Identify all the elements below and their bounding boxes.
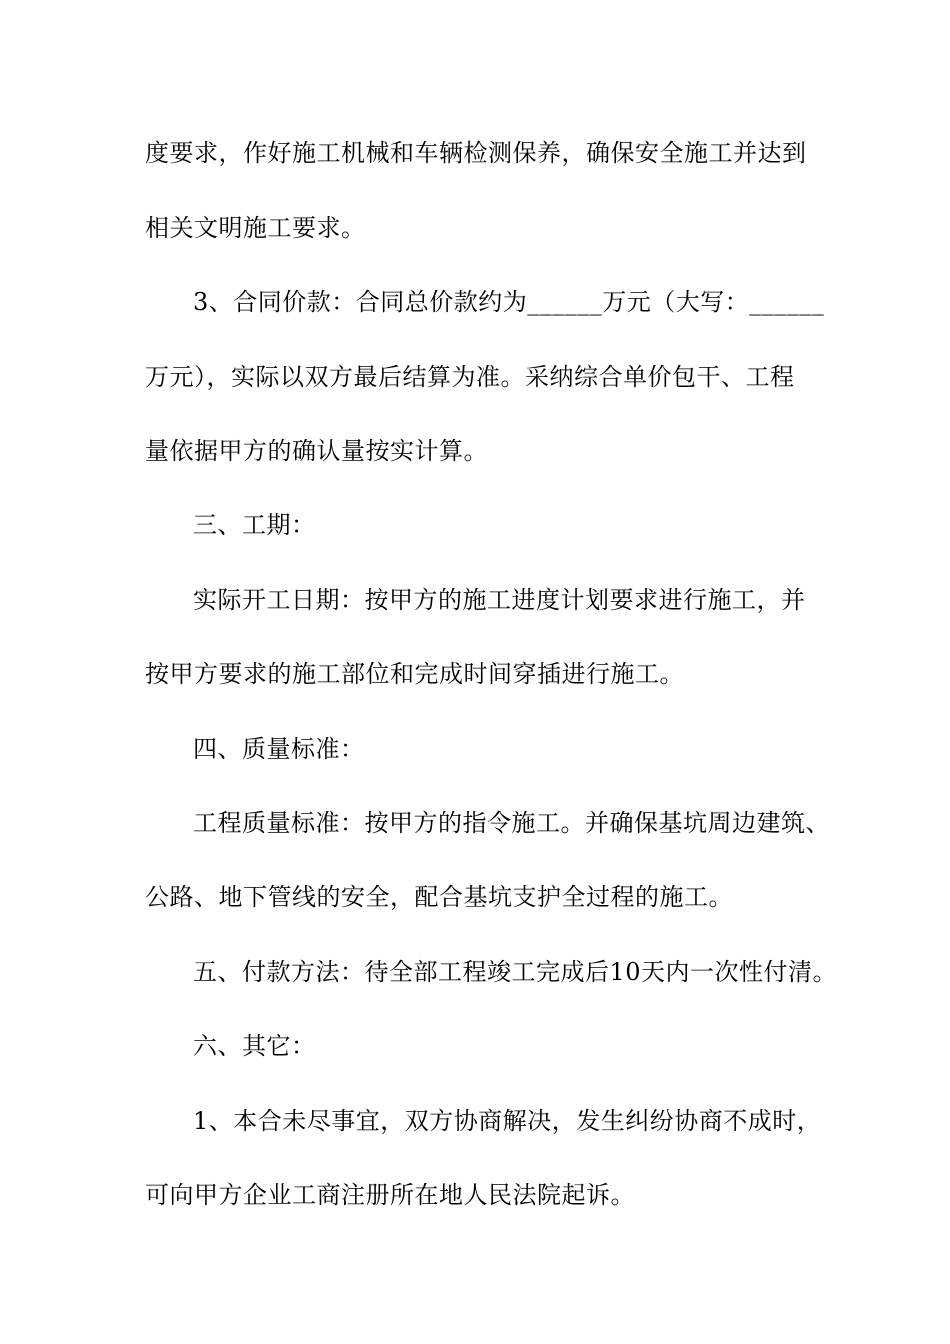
text-line: 量依据甲方的确认量按实计算。 — [145, 437, 488, 465]
text-line: 3、合同价款：合同总价款约为______万元（大写：______ — [193, 288, 825, 316]
section-heading: 六、其它： — [193, 1032, 316, 1060]
text-line: 实际开工日期：按甲方的施工进度计划要求进行施工，并 — [193, 586, 806, 614]
section-heading: 三、工期： — [193, 511, 316, 539]
text-line: 万元），实际以双方最后结算为准。采纳综合单价包干、工程 — [145, 363, 795, 391]
text-line: 可向甲方企业工商注册所在地人民法院起诉。 — [145, 1181, 635, 1209]
text-line: 工程质量标准：按甲方的指令施工。并确保基坑周边建筑、 — [193, 809, 830, 837]
text-line: 公路、地下管线的安全，配合基坑支护全过程的施工。 — [145, 883, 733, 911]
section-heading: 四、质量标准： — [193, 735, 365, 763]
section-heading: 五、付款方法：待全部工程竣工完成后10天内一次性付清。 — [193, 958, 838, 986]
text-line: 相关文明施工要求。 — [145, 214, 366, 242]
text-line: 度要求，作好施工机械和车辆检测保养，确保安全施工并达到 — [145, 139, 807, 167]
text-line: 按甲方要求的施工部位和完成时间穿插进行施工。 — [145, 660, 684, 688]
text-line: 1、本合未尽事宜，双方协商解决，发生纠纷协商不成时， — [193, 1107, 822, 1135]
